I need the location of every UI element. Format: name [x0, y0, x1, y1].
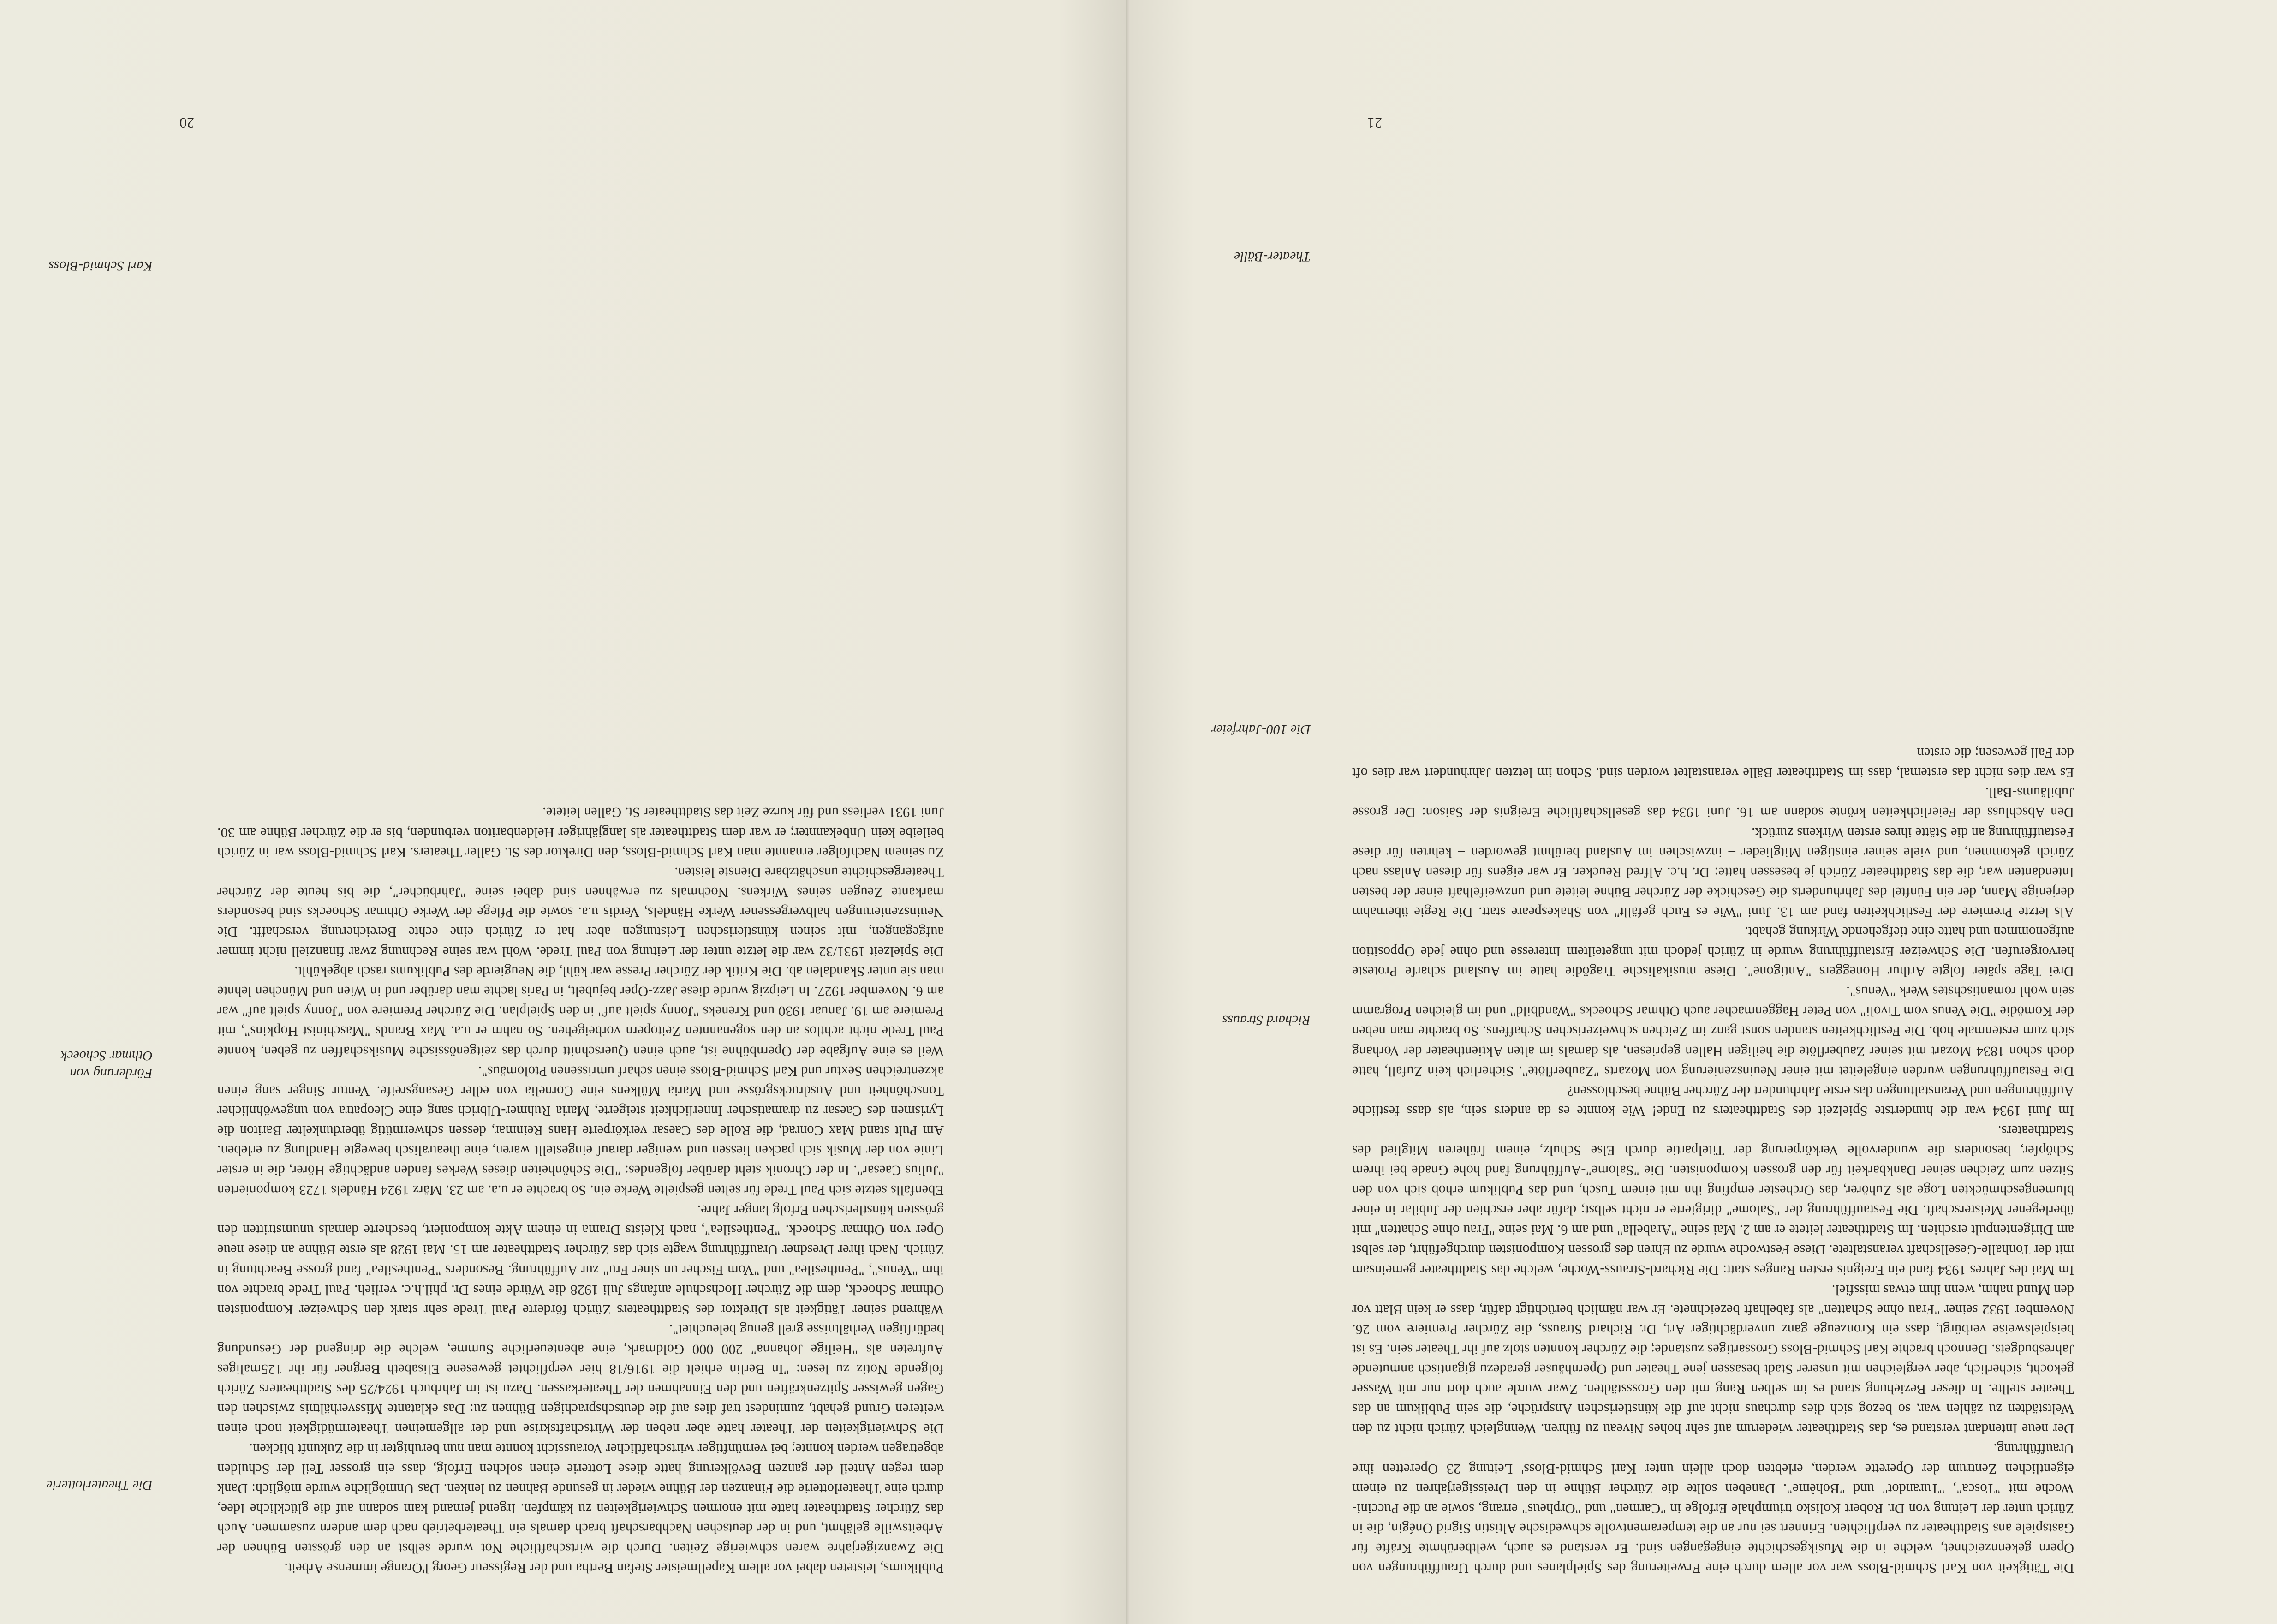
marginal-heading-karl-schmid-bloss: Karl Schmid-Bloss: [48, 258, 153, 274]
page-21-body: [1352, 743, 2074, 1578]
page-number: 21: [1367, 115, 1382, 131]
paragraph: Weil es eine Aufgabe der Opernbühne ist, auch einen Querschnitt durch das zeitgenössische Musikschaffen zu geben, konnte Paul Trede nicht achtlos an den sogenannten Zeitopern vorbeigehen. So nahm er u.a. Max Brands "Maschinist Hopkins", mit Premiere am 19. Januar 1930 und Kreneks "Jonny spielt auf" in den Spielplan. Die Zürcher Premiere von "Jonny spielt auf" war am 6. November 1927. In Leipzig wurde diese Jazz-Oper bejubelt, in Paris lachte man darüber und in Wien und München lehnte man sie unter Skandalen ab. Die Kritik der Zürcher Presse war kühl, die Neugierde des Publikums rasch abgekühlt.: [217, 964, 944, 1059]
marginal-heading-theaterlotterie: Die Theaterlotterie: [46, 1478, 153, 1493]
marginal-heading-richard-strauss: Richard Strauss: [1222, 1013, 1311, 1028]
page-21: [1126, 0, 2277, 1624]
paragraph: Publikums, leisteten dabei vor allem Kapellmeister Stefan Bertha und der Regisseur Georg l'Orange immense Arbeit.: [284, 1560, 944, 1576]
paragraph: Zu seinem Nachfolger ernannte man Karl Schmid-Bloss, den Direktor des St. Galler Theaters. Karl Schmid-Bloss war in Zürich beileibe kein Unbekannter; er war dem Stadttheater als langjähriger Heldenbariton verbunden, bis er die Zürcher Bühne am 30. Juni 1931 verliess und für kurze Zeit das Stadttheater St. Gallen leitete.: [217, 805, 944, 860]
marginal-heading-theater-baelle: Theater-Bälle: [1234, 249, 1311, 264]
paragraph: Während seiner Tätigkeit als Direktor des Stadttheaters Zürich förderte Paul Trede sehr stark den Schweizer Komponisten Othmar Schoeck, dem die Zürcher Hochschule anfangs Juli 1928 die Würde eines Dr. phil.h.c. verlieh. Paul Trede brachte von ihm "Venus", "Penthesilea" und "Vom Fischer un siner Fru" zur Aufführung. Besonders "Penthesilea" fand grosse Beachtung in Zürich. Nach ihrer Dresdner Uraufführung wagte sich das Zürcher Stadttheater am 15. Mai 1928 als erste Bühne an diese neue Oper von Othmar Schoeck. "Penthesilea", nach Kleists Drama in einem Akte komponiert, bescherte damals unumstritten den grössten künstlerischen Erfolg langer Jahre.: [217, 1202, 944, 1318]
paragraph: Ebenfalls setzte sich Paul Trede für selten gespielte Werke ein. So brachte er u.a. am 23. März 1924 Händels 1723 komponierten "Julius Caesar". In der Chronik steht darüber folgendes: "Die Schönheiten dieses Werkes fanden andächtige Hörer, die in erster Linie von der Musik sich packen liessen und weniger darauf eingestellt waren, eine theatralisch bewegte Handlung zu erleben. Am Pult stand Max Conrad, die Rolle des Caesar verkörperte Hans Reinmar, dessen schwermütig überdunkelter Bariton die Lyrismen des Caesar zu dramatischer Innerlichkeit steigerte, Maria Ruhmer-Ulbrich sang eine Cleopatra von ungewöhnlicher Tonschönheit und Ausdrucksgrösse und Maria Mülkens eine Cornelia von edler Gesangsreife. Ventur Singer sang einen akzentreichen Sextur und Karl Schmid-Bloss einen scharf umrissenen Ptolomäus".: [217, 1063, 944, 1199]
paragraph: Die Festaufführungen wurden eingeleitet mit einer Neuinszenierung von Mozarts "Zauberflöte". Sicherlich kein Zufall, hatte doch schon 1834 Mozart mit seiner Zauberflöte die heiligen Hallen gepriesen, als damals im alten Aktientheater der Vorhang sich zum erstenmale hob. Die Festlichkeiten standen sonst ganz im Zeichen schweizerischen Schaffens. So brachte man neben der Komödie "Die Venus vom Tivoli" von Peter Haggenmacher auch Othmar Schoecks "Wandbild" und im gleichen Programm sein wohl romantischstes Werk "Venus".: [1352, 984, 2074, 1079]
paragraph: Drei Tage später folgte Arthur Honeggers "Antigone". Diese musikalische Tragödie hatte im Ausland scharfe Proteste hervorgerufen. Die Schweizer Erstaufführung wurde in Zürich jedoch mit ungeteiltem Interesse und ohne jede Opposition aufgenommen und hatte eine tiefgehende Wirkung gehabt.: [1352, 924, 2074, 980]
paragraph: Im Mai des Jahres 1934 fand ein Ereignis ersten Ranges statt: Die Richard-Strauss-Woche, welche das Stadttheater gemeinsam mit der Tonhalle-Gesellschaft veranstaltete. Diese Festwoche wurde zu Ehren des grossen Komponisten durchgeführt, der selbst am Dirigentenpult erschien. Im Stadttheater leitete er am 2. Mai seine "Arabella" und am 6. Mai seine "Frau ohne Schatten" mit überlegener Meisterschaft. Die Festaufführung der "Salome" dirigierte er nicht selbst; dafür aber erschien der Jubilar in einer blumengeschmückten Loge als Zuhörer, das Orchester empfing ihn mit einem Tusch, und das Publikum erhob sich von den Sitzen zum Zeichen seiner Dankbarkeit für den grossen Komponisten. Die "Salome"-Aufführung fand hohe Gnade bei ihrem Schöpfer, besonders die wundervolle Verkörperung der Titelpartie durch Else Schulz, einem früheren Mitglied des Stadttheaters.: [1352, 1122, 2074, 1278]
paragraph: Die Schwierigkeiten der Theater hatte aber neben der Wirtschaftskrise und der allgemeinen Theatermüdigkeit noch einen weiteren Grund gehabt, zumindest traf dies auf die deutschsprachigen Bühnen zu: Das eklatante Missverhältnis zwischen den Gagen gewisser Spitzenkräften und den Einnahmen der Theaterkassen. Dazu ist im Jahrbuch 1924/25 des Stadttheaters Zürich folgende Notiz zu lesen: "In Berlin erhielt die 1916/18 hier verpflichtet gewesene Elisabeth Bergner für ihr 125maliges Auftreten als "Heilige Johanna" 200 000 Goldmark, eine abenteuerliche Summe, welche die dringend der Gesundung bedürftigen Verhältnisse grell genug beleuchtet".: [217, 1321, 944, 1437]
marginal-heading-foerderung-schoeck: Förderung von Othmar Schoeck: [60, 1048, 153, 1081]
paragraph: Der neue Intendant verstand es, das Stadttheater wiederum auf sehr hohes Niveau zu führen. Wenngleich Zürich nicht zu den Weltstädten zu zählen war, so bezog sich dies durchaus nicht auf die künstlerischen Ansprüche, die sein Publikum an das Theater stellte. In dieser Beziehung stand es im selben Rang mit den Grossstädten. Zwar wurde auch dort nur mit Wasser gekocht, sicherlich, aber vergleichen mit unserer Stadt besassen jene Theater und Opernhäuser geradezu gigantisch anmutende Jahresbudgets. Dennoch brachte Karl Schmid-Bloss Grossartiges zustande; die Zürcher konnten stolz auf ihr Theater sein. Es ist beispielsweise verbürgt, dass ein Kronzeuge ganz unverdächtiger Art, Dr. Richard Strauss, die Zürcher Premiere vom 26. November 1932 seiner "Frau ohne Schatten" als fabelhaft bezeichnete. Er war nämlich berüchtigt dafür, dass er kein Blatt vor den Mund nahm, wenn ihm etwas missfiel.: [1352, 1282, 2074, 1437]
paragraph: Im Juni 1934 war die hundertste Spielzeit des Stadttheaters zu Ende! Wie konnte es da anders sein, als dass festliche Aufführungen und Veranstaltungen das erste Jahrhundert der Zürcher Bühne beschlossen?: [1352, 1083, 2074, 1119]
page-number: 20: [179, 115, 194, 131]
paragraph: Die Tätigkeit von Karl Schmid-Bloss war vor allem durch eine Erweiterung des Spielplanes und durch Uraufführungen von Opern gekennzeichnet, welche in die Musikgeschichte eingegangen sind. Er verstand es auch, weltberühmte Kräfte für Gastspiele ans Stadttheater zu verpflichten. Erinnert sei nur an die temperamentvolle schwedische Altistin Sigrid Onégin, die in Zürich unter der Leitung von Dr. Robert Kolisko triumphale Erfolge in "Carmen" und "Orpheus" errang, sowie an die Puccini-Woche mit "Tosca", "Turandot" und "Bohème". Daneben sollte die Zürcher Bühne in den Dreissigerjahren zu einem eigentlichen Zentrum der Operette werden, erlebten doch allein unter Karl Schmid-Bloss' Leitung 23 Operetten ihre Uraufführung.: [1352, 1441, 2074, 1576]
marginal-heading-100-jahrfeier: Die 100-Jahrfeier: [1211, 722, 1311, 737]
paragraph: Es war dies nicht das erstemal, dass im Stadttheater Bälle veranstaltet worden sind. Schon im letzten Jahrhundert war dies oft der Fall gewesen; die ersten: [1352, 745, 2074, 781]
page-20-body: [217, 802, 944, 1578]
paragraph: Die Spielzeit 1931/32 war die letzte unter der Leitung von Paul Trede. Wohl war seine Rechnung zwar finanziell nicht immer aufgegangen, mit seinen künstlerischen Leistungen aber hat er Zürich eine echte Bereicherung verschafft. Die Neuinszenierungen halbvergessener Werke Händels, Verdis u.a. sowie die Pflege der Werke Othmar Schoecks sind besonders markante Zeugen seines Wirkens. Nochmals zu erwähnen sind dabei seine "Jahrbücher", die bis heute der Zürcher Theatergeschichte unschätzbare Dienste leisten.: [217, 864, 944, 960]
page-20: [0, 0, 1126, 1624]
paragraph: Den Abschluss der Feierlichkeiten krönte sodann am 16. Juni 1934 das gesellschaftliche Ereignis der Saison: Der grosse Jubiläums-Ball.: [1352, 785, 2074, 821]
paragraph: Die Zwanzigerjahre waren schwierige Zeiten. Durch die wirtschaftliche Not wurde selbst an den grössten Bühnen der Arbeitswille gelähmt, und in der deutschen Nachbarschaft brach damals ein Theaterbetrieb nach dem andern zusammen. Auch das Zürcher Stadttheater hatte mit enormen Schwierigkeiten zu kämpfen. Irgend jemand kam sodann auf die glückliche Idee, durch eine Theaterlotterie die Finanzen der Bühne wieder in gesunde Bahnen zu lenken. Das Unmögliche wurde möglich: Dank dem regen Anteil der ganzen Bevölkerung hatte diese Lotterie einen solchen Erfolg, dass ein grosser Teil der Schulden abgetragen werden konnte; bei vernünftiger wirtschaftlicher Voraussicht konnte man nun beruhigter in die Zukunft blicken.: [217, 1441, 944, 1556]
paragraph: Als letzte Premiere der Festlichkeiten fand am 13. Juni "Wie es Euch gefällt" von Shakespeare statt. Die Regie übernahm derjenige Mann, der ein Fünftel des Jahrhunderts die Geschicke der Zürcher Bühne leitete und unzweifelhaft einer der besten Intendanten war, die das Stadttheater Zürich je besessen hatte: Dr. h.c. Alfred Reucker. Er war eigens für diesen Anlass nach Zürich gekommen, und viele seiner einstigen Mitglieder – inzwischen im Ausland berühmt geworden – kehrten für diese Festaufführung an die Stätte ihres ersten Wirkens zurück.: [1352, 824, 2074, 920]
